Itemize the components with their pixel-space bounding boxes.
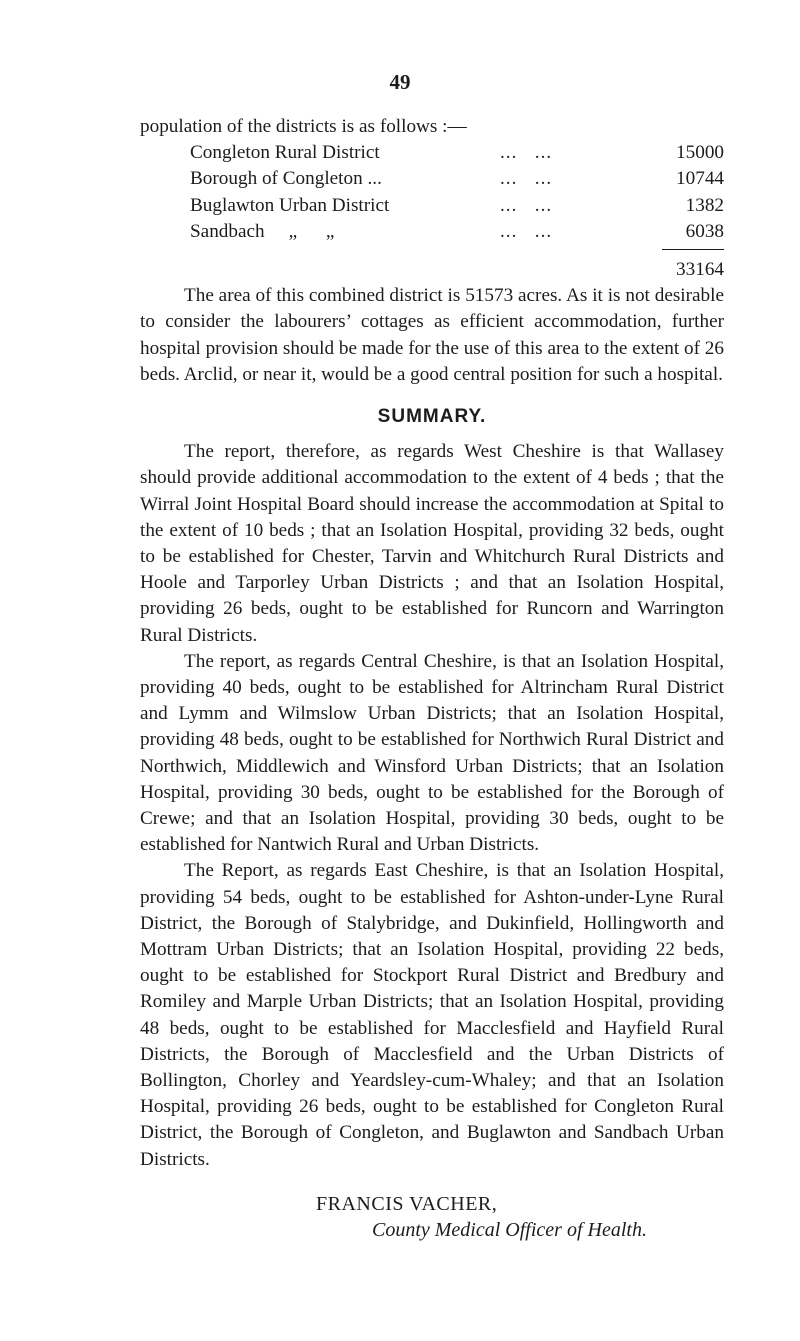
leader-dots: ... ...	[500, 194, 553, 216]
area-paragraph: The area of this combined district is 51573 acres. As it is not desirable to consider the labourers’ cottages as efficient accommodation, further hospital provision should be made for the use of this area to the extent of 26 beds. Arclid, or near it, would be a good central position for such a hospital.	[140, 285, 724, 385]
leader-dots: ... ...	[500, 220, 553, 242]
district-name: Congleton Rural District	[190, 142, 380, 164]
district-name: Buglawton Urban District	[190, 194, 390, 216]
summary-east-cheshire: The Report, as regards East Cheshire, is that an Isolation Hospital, providing 54 beds, ought to be established for Ashton-under-Lyne Rural District, the Borough of Stalybridge, and Dukinfield, Hollingworth and Mottram Urban Districts; that an Isolation Hospital, providing 22 beds, ought to be established for Stockport Rural District and Bredbury and Romiley and Marple Urban Districts; that an Isolation Hospital, providing 48 beds, ought to be established for Macclesfield and Hayfield Rural Districts, the Borough of Macclesfield and the Urban Districts of Bollington, Chorley and Yeardsley-cum-Whaley; and that an Isolation Hospital, providing 26 beds, ought to be established for Congleton Rural District, the Borough of Congleton, and Buglawton and Sandbach Urban Districts.	[140, 860, 724, 1170]
page-content	[140, 114, 724, 1243]
population-value: 10744	[676, 168, 724, 190]
summary-central-cheshire: The report, as regards Central Cheshire, is that an Isolation Hospital, providing 40 beds, ought to be established for Altrincham Rural District and Lymm and Wilmslow Urban Districts; that an Isolation Hospital, providing 48 beds, ought to be established for Northwich Rural District and Northwich, Middlewich and Winsford Urban Districts; that an Isolation Hospital, providing 30 beds, ought to be established for the Borough of Crewe; and that an Isolation Hospital, providing 30 beds, ought to be established for Nantwich Rural and Urban Districts.	[140, 650, 724, 856]
population-value: 15000	[676, 142, 724, 164]
leader-dots: ... ...	[500, 142, 553, 164]
population-value: 1382	[685, 194, 724, 216]
population-table	[190, 140, 724, 283]
leader-dots: ... ...	[500, 168, 553, 190]
district-name: Sandbach „ „	[190, 220, 335, 242]
page-number: 49	[389, 70, 411, 94]
intro-line: population of the districts is as follows :—	[140, 116, 467, 137]
population-value: 6038	[685, 220, 724, 242]
table-row	[190, 140, 724, 166]
signature-name: FRANCIS VACHER,	[316, 1192, 498, 1215]
total-rule	[662, 249, 724, 250]
table-row	[190, 219, 724, 245]
population-total: 33164	[676, 258, 724, 280]
total-rule-row	[190, 245, 724, 257]
summary-west-cheshire: The report, therefore, as regards West Cheshire is that Wallasey should provide additional accommodation to the extent of 4 beds ; that the Wirral Joint Hospital Board should increase the accommodation at Spital to the extent of 10 beds ; that an Isolation Hospital, providing 32 beds, ought to be established for Chester, Tarvin and Whitchurch Rural Districts and Hoole and Tarporley Urban Districts ; and that an Isolation Hospital, providing 26 beds, ought to be established for Runcorn and Warrington Rural Districts.	[140, 441, 724, 646]
summary-heading: SUMMARY.	[377, 405, 487, 427]
district-name: Borough of Congleton ...	[190, 168, 382, 190]
signature-title: County Medical Officer of Health.	[372, 1219, 647, 1242]
table-row	[190, 193, 724, 219]
table-row	[190, 166, 724, 192]
